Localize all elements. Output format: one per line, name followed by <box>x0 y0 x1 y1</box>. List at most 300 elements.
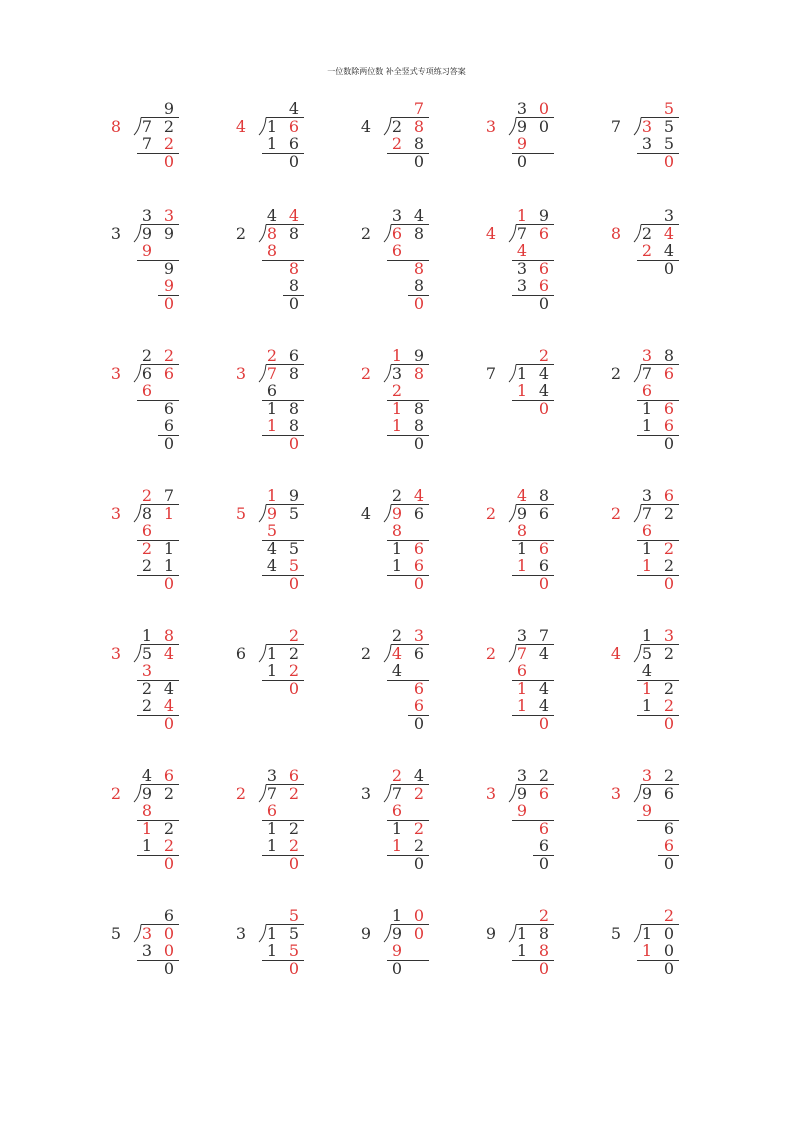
quotient-digit: 4 <box>413 766 425 785</box>
subtrahend-digit: 6 <box>641 521 653 540</box>
remainder-digit: 0 <box>413 853 425 873</box>
subtrahend-digit: 6 <box>538 556 550 575</box>
divisor: 4 <box>235 116 247 136</box>
dividend-digit: 4 <box>391 643 403 663</box>
dividend-digit: 1 <box>641 923 653 943</box>
divisor: 4 <box>360 503 372 523</box>
subtrahend-digit: 1 <box>516 556 528 575</box>
remainder-digit: 0 <box>538 398 550 418</box>
division-problem <box>605 767 695 887</box>
divisor: 2 <box>485 503 497 523</box>
dividend-digit: 2 <box>663 643 675 663</box>
dividend-digit: 1 <box>163 503 175 523</box>
division-problem <box>355 907 445 1027</box>
division-problem <box>105 347 195 467</box>
remainder-digit: 0 <box>516 151 528 171</box>
dividend-digit: 7 <box>391 783 403 803</box>
dividend-digit: 2 <box>163 116 175 136</box>
division-problem <box>605 100 695 220</box>
dividend-digit: 3 <box>391 363 403 383</box>
subtrahend-digit: 1 <box>141 836 153 855</box>
subtrahend-digit: 6 <box>663 836 675 855</box>
subtrahend-digit: 4 <box>163 696 175 715</box>
division-problem <box>105 907 195 1027</box>
remainder-digit: 0 <box>163 853 175 873</box>
remainder-digit: 1 <box>641 398 653 418</box>
subtrahend-digit: 6 <box>413 556 425 575</box>
remainder-digit: 1 <box>391 818 403 838</box>
quotient-digit: 8 <box>163 626 175 645</box>
subtrahend-digit: 3 <box>141 661 153 680</box>
dividend-digit: 6 <box>663 363 675 383</box>
subtrahend-digit: 5 <box>288 941 300 960</box>
subtrahend-digit: 1 <box>516 381 528 400</box>
subtrahend-digit: 3 <box>516 276 528 295</box>
remainder-digit: 0 <box>288 853 300 873</box>
division-problem <box>355 487 445 607</box>
remainder-digit: 5 <box>288 538 300 558</box>
subtrahend-digit: 4 <box>538 381 550 400</box>
subtrahend-digit: 6 <box>141 521 153 540</box>
remainder-digit: 0 <box>288 958 300 978</box>
divisor: 5 <box>110 923 122 943</box>
quotient-digit: 1 <box>141 626 153 645</box>
remainder-digit: 1 <box>266 398 278 418</box>
subtrahend-digit: 8 <box>266 241 278 260</box>
remainder-digit: 3 <box>516 258 528 278</box>
divisor: 5 <box>610 923 622 943</box>
subtrahend-digit: 1 <box>641 941 653 960</box>
divisor: 3 <box>610 783 622 803</box>
quotient-digit: 2 <box>538 346 550 365</box>
divisor: 3 <box>360 783 372 803</box>
subtrahend-digit: 9 <box>641 801 653 820</box>
subtrahend-digit: 4 <box>391 661 403 680</box>
remainder-digit: 8 <box>413 398 425 418</box>
subtrahend-digit: 2 <box>288 836 300 855</box>
subtrahend-digit: 6 <box>538 836 550 855</box>
dividend-digit: 2 <box>413 783 425 803</box>
division-problem <box>605 207 695 327</box>
division-problem <box>355 767 445 887</box>
subtrahend-digit: 1 <box>641 556 653 575</box>
remainder-digit: 0 <box>288 678 300 698</box>
dividend-digit: 5 <box>641 643 653 663</box>
subtrahend-digit: 2 <box>163 836 175 855</box>
divisor: 6 <box>235 643 247 663</box>
divisor: 7 <box>485 363 497 383</box>
division-problem <box>480 907 570 1027</box>
quotient-digit: 2 <box>266 346 278 365</box>
remainder-digit: 4 <box>266 538 278 558</box>
dividend-digit: 0 <box>538 116 550 136</box>
dividend-digit: 1 <box>516 923 528 943</box>
divisor: 3 <box>110 503 122 523</box>
dividend-digit: 7 <box>641 363 653 383</box>
divisor: 2 <box>235 223 247 243</box>
dividend-digit: 2 <box>288 643 300 663</box>
division-problem <box>480 487 570 607</box>
remainder-digit: 1 <box>516 678 528 698</box>
quotient-digit: 2 <box>391 626 403 645</box>
dividend-digit: 4 <box>538 643 550 663</box>
dividend-digit: 8 <box>413 116 425 136</box>
remainder-digit: 6 <box>538 538 550 558</box>
remainder-digit: 8 <box>413 258 425 278</box>
quotient-digit: 6 <box>163 766 175 785</box>
quotient-digit: 1 <box>516 206 528 225</box>
remainder-digit: 1 <box>163 538 175 558</box>
division-problem <box>355 347 445 467</box>
remainder-digit: 0 <box>288 573 300 593</box>
division-problem <box>355 207 445 327</box>
subtrahend-digit: 6 <box>391 801 403 820</box>
subtrahend-digit: 8 <box>413 134 425 153</box>
subtrahend-digit: 1 <box>266 836 278 855</box>
remainder-digit: 0 <box>663 573 675 593</box>
subtrahend-digit: 8 <box>538 941 550 960</box>
divisor: 2 <box>485 643 497 663</box>
quotient-digit: 4 <box>288 206 300 225</box>
subtrahend-digit: 1 <box>391 556 403 575</box>
quotient-digit: 7 <box>538 626 550 645</box>
quotient-digit: 6 <box>163 906 175 925</box>
division-problem <box>230 207 320 327</box>
dividend-digit: 5 <box>663 116 675 136</box>
remainder-digit: 1 <box>641 538 653 558</box>
subtrahend-digit: 2 <box>413 836 425 855</box>
divisor: 5 <box>235 503 247 523</box>
division-problem <box>105 627 195 747</box>
quotient-digit: 2 <box>391 766 403 785</box>
remainder-digit: 6 <box>663 398 675 418</box>
divisor: 2 <box>360 643 372 663</box>
quotient-digit: 2 <box>663 906 675 925</box>
dividend-digit: 5 <box>288 923 300 943</box>
dividend-digit: 8 <box>413 223 425 243</box>
remainder-digit: 4 <box>538 678 550 698</box>
remainder-digit: 2 <box>163 818 175 838</box>
division-problem <box>105 207 195 327</box>
subtrahend-digit: 5 <box>288 556 300 575</box>
remainder-digit: 0 <box>538 853 550 873</box>
remainder-digit: 0 <box>413 151 425 171</box>
subtrahend-digit: 2 <box>663 696 675 715</box>
remainder-digit: 0 <box>663 151 675 171</box>
dividend-digit: 9 <box>391 503 403 523</box>
divisor: 7 <box>610 116 622 136</box>
quotient-digit: 2 <box>141 486 153 505</box>
division-problem <box>230 627 320 747</box>
quotient-digit: 2 <box>141 346 153 365</box>
subtrahend-digit: 4 <box>641 661 653 680</box>
quotient-digit: 3 <box>663 206 675 225</box>
quotient-digit: 8 <box>538 486 550 505</box>
remainder-digit: 0 <box>663 258 675 278</box>
quotient-digit: 0 <box>413 906 425 925</box>
subtrahend-digit: 9 <box>163 276 175 295</box>
subtrahend-digit: 6 <box>391 241 403 260</box>
division-problem <box>105 100 195 220</box>
dividend-digit: 8 <box>413 363 425 383</box>
subtrahend-digit: 6 <box>413 696 425 715</box>
remainder-digit: 0 <box>391 958 403 978</box>
remainder-digit: 4 <box>163 678 175 698</box>
remainder-digit: 0 <box>413 713 425 733</box>
quotient-digit: 3 <box>663 626 675 645</box>
remainder-digit: 8 <box>288 258 300 278</box>
remainder-digit: 6 <box>538 818 550 838</box>
subtrahend-digit: 8 <box>288 276 300 295</box>
divisor: 4 <box>360 116 372 136</box>
quotient-digit: 2 <box>163 346 175 365</box>
divisor: 2 <box>610 363 622 383</box>
subtrahend-digit: 1 <box>641 416 653 435</box>
remainder-digit: 2 <box>663 538 675 558</box>
division-problem <box>230 767 320 887</box>
remainder-digit: 1 <box>391 538 403 558</box>
remainder-digit: 2 <box>663 678 675 698</box>
divisor: 8 <box>110 116 122 136</box>
subtrahend-digit: 1 <box>266 134 278 153</box>
division-problem <box>230 907 320 1027</box>
dividend-digit: 7 <box>516 223 528 243</box>
dividend-digit: 7 <box>641 503 653 523</box>
remainder-digit: 6 <box>663 818 675 838</box>
dividend-digit: 6 <box>141 363 153 383</box>
dividend-digit: 0 <box>663 923 675 943</box>
dividend-digit: 8 <box>141 503 153 523</box>
subtrahend-digit: 4 <box>516 241 528 260</box>
division-problem <box>105 767 195 887</box>
subtrahend-digit: 5 <box>266 521 278 540</box>
divisor: 2 <box>610 503 622 523</box>
dividend-digit: 5 <box>288 503 300 523</box>
subtrahend-digit: 1 <box>516 696 528 715</box>
remainder-digit: 0 <box>163 293 175 313</box>
remainder-digit: 2 <box>141 538 153 558</box>
remainder-digit: 0 <box>663 958 675 978</box>
quotient-digit: 3 <box>266 766 278 785</box>
dividend-digit: 9 <box>641 783 653 803</box>
subtrahend-digit: 6 <box>141 381 153 400</box>
dividend-digit: 7 <box>141 116 153 136</box>
remainder-digit: 0 <box>413 573 425 593</box>
divisor: 9 <box>485 923 497 943</box>
quotient-digit: 1 <box>391 346 403 365</box>
remainder-digit: 2 <box>288 818 300 838</box>
dividend-digit: 1 <box>266 643 278 663</box>
dividend-digit: 1 <box>266 923 278 943</box>
dividend-digit: 2 <box>641 223 653 243</box>
remainder-digit: 9 <box>163 258 175 278</box>
remainder-digit: 6 <box>163 398 175 418</box>
quotient-digit: 6 <box>288 766 300 785</box>
remainder-digit: 0 <box>538 573 550 593</box>
division-problem <box>355 627 445 747</box>
quotient-digit: 2 <box>391 486 403 505</box>
quotient-digit: 3 <box>641 346 653 365</box>
remainder-digit: 2 <box>413 818 425 838</box>
subtrahend-digit: 8 <box>141 801 153 820</box>
subtrahend-digit: 6 <box>538 276 550 295</box>
divisor: 8 <box>610 223 622 243</box>
dividend-digit: 6 <box>663 783 675 803</box>
quotient-digit: 0 <box>538 99 550 118</box>
quotient-digit: 3 <box>516 766 528 785</box>
divisor: 3 <box>235 363 247 383</box>
quotient-digit: 2 <box>288 626 300 645</box>
remainder-digit: 0 <box>538 958 550 978</box>
quotient-digit: 3 <box>163 206 175 225</box>
division-problem <box>605 487 695 607</box>
subtrahend-digit: 2 <box>163 134 175 153</box>
subtrahend-digit: 6 <box>266 381 278 400</box>
division-problem <box>480 207 570 327</box>
remainder-digit: 0 <box>663 713 675 733</box>
dividend-digit: 0 <box>163 923 175 943</box>
quotient-digit: 2 <box>663 766 675 785</box>
dividend-digit: 2 <box>391 116 403 136</box>
divisor: 3 <box>485 116 497 136</box>
dividend-digit: 1 <box>266 116 278 136</box>
remainder-digit: 1 <box>391 398 403 418</box>
remainder-digit: 6 <box>413 538 425 558</box>
dividend-digit: 9 <box>516 783 528 803</box>
quotient-digit: 2 <box>538 906 550 925</box>
subtrahend-digit: 8 <box>391 521 403 540</box>
remainder-digit: 0 <box>413 433 425 453</box>
divisor: 3 <box>485 783 497 803</box>
dividend-digit: 9 <box>516 116 528 136</box>
quotient-digit: 3 <box>641 766 653 785</box>
quotient-digit: 9 <box>288 486 300 505</box>
divisor: 2 <box>110 783 122 803</box>
subtrahend-digit: 8 <box>413 276 425 295</box>
division-problem <box>230 347 320 467</box>
quotient-digit: 4 <box>141 766 153 785</box>
dividend-digit: 6 <box>288 116 300 136</box>
division-problem <box>105 487 195 607</box>
remainder-digit: 0 <box>538 293 550 313</box>
subtrahend-digit: 1 <box>266 661 278 680</box>
subtrahend-digit: 2 <box>288 661 300 680</box>
remainder-digit: 1 <box>641 678 653 698</box>
quotient-digit: 1 <box>641 626 653 645</box>
division-problem <box>605 907 695 1027</box>
division-problem <box>480 627 570 747</box>
remainder-digit: 0 <box>288 293 300 313</box>
dividend-digit: 0 <box>413 923 425 943</box>
dividend-digit: 9 <box>391 923 403 943</box>
quotient-digit: 9 <box>413 346 425 365</box>
dividend-digit: 6 <box>163 363 175 383</box>
remainder-digit: 0 <box>163 573 175 593</box>
quotient-digit: 4 <box>266 206 278 225</box>
quotient-digit: 8 <box>663 346 675 365</box>
dividend-digit: 7 <box>266 783 278 803</box>
subtrahend-digit: 2 <box>391 381 403 400</box>
quotient-digit: 4 <box>413 486 425 505</box>
remainder-digit: 1 <box>266 818 278 838</box>
division-problem <box>605 347 695 467</box>
divisor: 3 <box>235 923 247 943</box>
subtrahend-digit: 4 <box>663 241 675 260</box>
subtrahend-digit: 3 <box>141 941 153 960</box>
subtrahend-digit: 6 <box>516 661 528 680</box>
dividend-digit: 4 <box>663 223 675 243</box>
division-problem <box>230 100 320 220</box>
dividend-digit: 7 <box>516 643 528 663</box>
division-problem <box>355 100 445 220</box>
dividend-digit: 4 <box>538 363 550 383</box>
dividend-digit: 8 <box>288 223 300 243</box>
subtrahend-digit: 0 <box>663 941 675 960</box>
dividend-digit: 2 <box>163 783 175 803</box>
quotient-digit: 1 <box>266 486 278 505</box>
quotient-digit: 3 <box>391 206 403 225</box>
remainder-digit: 0 <box>288 151 300 171</box>
remainder-digit: 0 <box>163 151 175 171</box>
subtrahend-digit: 1 <box>266 416 278 435</box>
worksheet-title: 一位数除两位数 补全竖式专项练习答案 <box>327 67 466 76</box>
remainder-digit: 2 <box>141 678 153 698</box>
divisor: 4 <box>610 643 622 663</box>
quotient-digit: 6 <box>663 486 675 505</box>
subtrahend-digit: 1 <box>391 416 403 435</box>
remainder-digit: 0 <box>413 293 425 313</box>
dividend-digit: 2 <box>288 783 300 803</box>
subtrahend-digit: 2 <box>141 696 153 715</box>
remainder-digit: 0 <box>288 433 300 453</box>
subtrahend-digit: 9 <box>391 941 403 960</box>
divisor: 2 <box>360 363 372 383</box>
quotient-digit: 5 <box>288 906 300 925</box>
subtrahend-digit: 4 <box>266 556 278 575</box>
dividend-digit: 7 <box>266 363 278 383</box>
remainder-digit: 6 <box>538 258 550 278</box>
subtrahend-digit: 4 <box>538 696 550 715</box>
quotient-digit: 9 <box>538 206 550 225</box>
quotient-digit: 4 <box>516 486 528 505</box>
quotient-digit: 7 <box>413 99 425 118</box>
dividend-digit: 9 <box>163 223 175 243</box>
subtrahend-digit: 9 <box>516 801 528 820</box>
dividend-digit: 9 <box>141 783 153 803</box>
division-problem <box>480 767 570 887</box>
remainder-digit: 0 <box>538 713 550 733</box>
quotient-digit: 3 <box>516 99 528 118</box>
subtrahend-digit: 2 <box>663 556 675 575</box>
dividend-digit: 6 <box>391 223 403 243</box>
quotient-digit: 4 <box>413 206 425 225</box>
remainder-digit: 0 <box>663 853 675 873</box>
subtrahend-digit: 1 <box>163 556 175 575</box>
dividend-digit: 2 <box>663 503 675 523</box>
divisor: 3 <box>110 363 122 383</box>
subtrahend-digit: 9 <box>516 134 528 153</box>
subtrahend-digit: 7 <box>141 134 153 153</box>
dividend-digit: 8 <box>288 363 300 383</box>
dividend-digit: 3 <box>141 923 153 943</box>
subtrahend-digit: 1 <box>391 836 403 855</box>
divisor: 9 <box>360 923 372 943</box>
subtrahend-digit: 2 <box>141 556 153 575</box>
subtrahend-digit: 6 <box>288 134 300 153</box>
dividend-digit: 8 <box>538 923 550 943</box>
divisor: 3 <box>110 223 122 243</box>
subtrahend-digit: 1 <box>641 696 653 715</box>
